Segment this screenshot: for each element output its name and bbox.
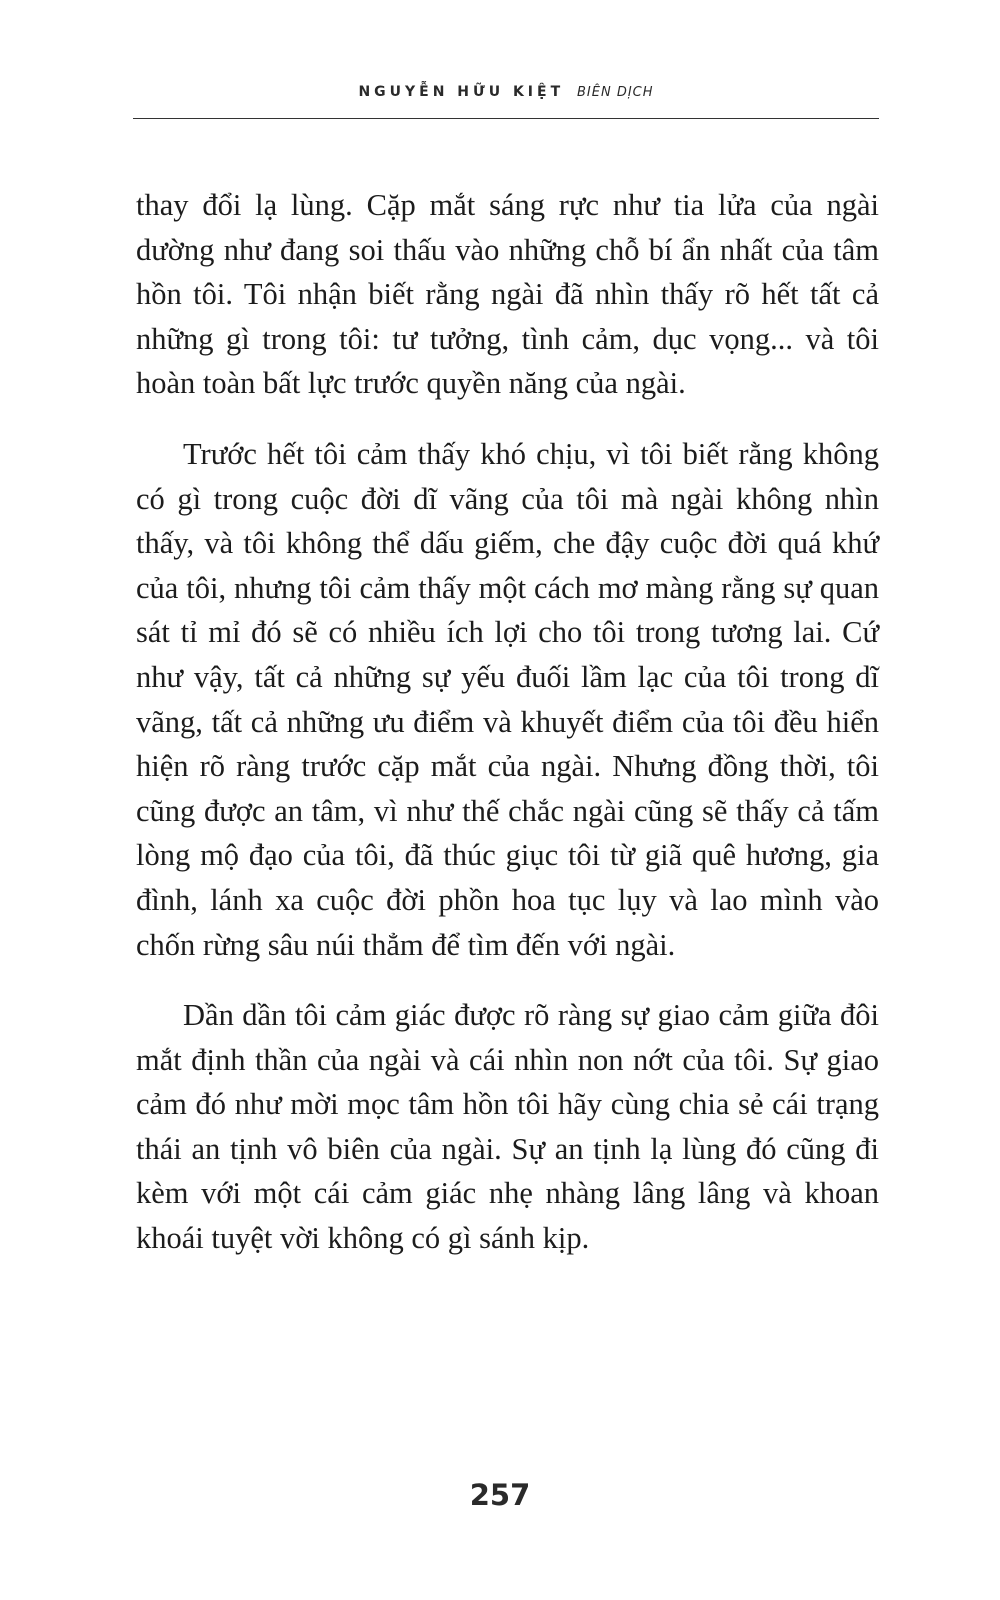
- translator-role: BIÊN DỊCH: [577, 85, 654, 100]
- body-text: [136, 183, 879, 1287]
- paragraph-2: Trước hết tôi cảm thấy khó chịu, vì tôi biết rằng không có gì trong cuộc đời dĩ vãng của tôi mà ngài không nhìn thấy, và tôi không thể dấu giếm, che đậy cuộc đời quá khứ của tôi, nhưng tôi cảm thấy một cách mơ màng rằng sự quan sát tỉ mỉ đó sẽ có nhiều ích lợi cho tôi trong tương lai. Cứ như vậy, tất cả những sự yếu đuối lầm lạc của tôi trong dĩ vãng, tất cả những ưu điểm và khuyết điểm của tôi đều hiển hiện rõ ràng trước cặp mắt của ngài. Nhưng đồng thời, tôi cũng được an tâm, vì như thế chắc ngài cũng sẽ thấy cả tấm lòng mộ đạo của tôi, đã thúc giục tôi từ giã quê hương, gia đình, lánh xa cuộc đời phồn hoa tục lụy và lao mình vào chốn rừng sâu núi thẳm để tìm đến với ngài.: [136, 436, 879, 962]
- header-rule: [133, 118, 879, 119]
- paragraph-1: thay đổi lạ lùng. Cặp mắt sáng rực như tia lửa của ngài dường như đang soi thấu vào những chỗ bí ẩn nhất của tâm hồn tôi. Tôi nhận biết rằng ngài đã nhìn thấy rõ hết tất cả những gì trong tôi: tư tưởng, tình cảm, dục vọng... và tôi hoàn toàn bất lực trước quyền năng của ngài.: [136, 188, 879, 401]
- author-name: NGUYỄN HỮU KIỆT: [358, 84, 565, 100]
- running-header: [133, 84, 879, 100]
- paragraph-3: Dần dần tôi cảm giác được rõ ràng sự giao cảm giữa đôi mắt định thần của ngài và cái nhìn non nớt của tôi. Sự giao cảm đó như mời mọc tâm hồn tôi hãy cùng chia sẻ cái trạng thái an tịnh vô biên của ngài. Sự an tịnh lạ lùng đó cũng đi kèm với một cái cảm giác nhẹ nhàng lâng lâng và khoan khoái tuyệt vời không có gì sánh kịp.: [136, 998, 879, 1256]
- page-number: 257: [469, 1478, 531, 1512]
